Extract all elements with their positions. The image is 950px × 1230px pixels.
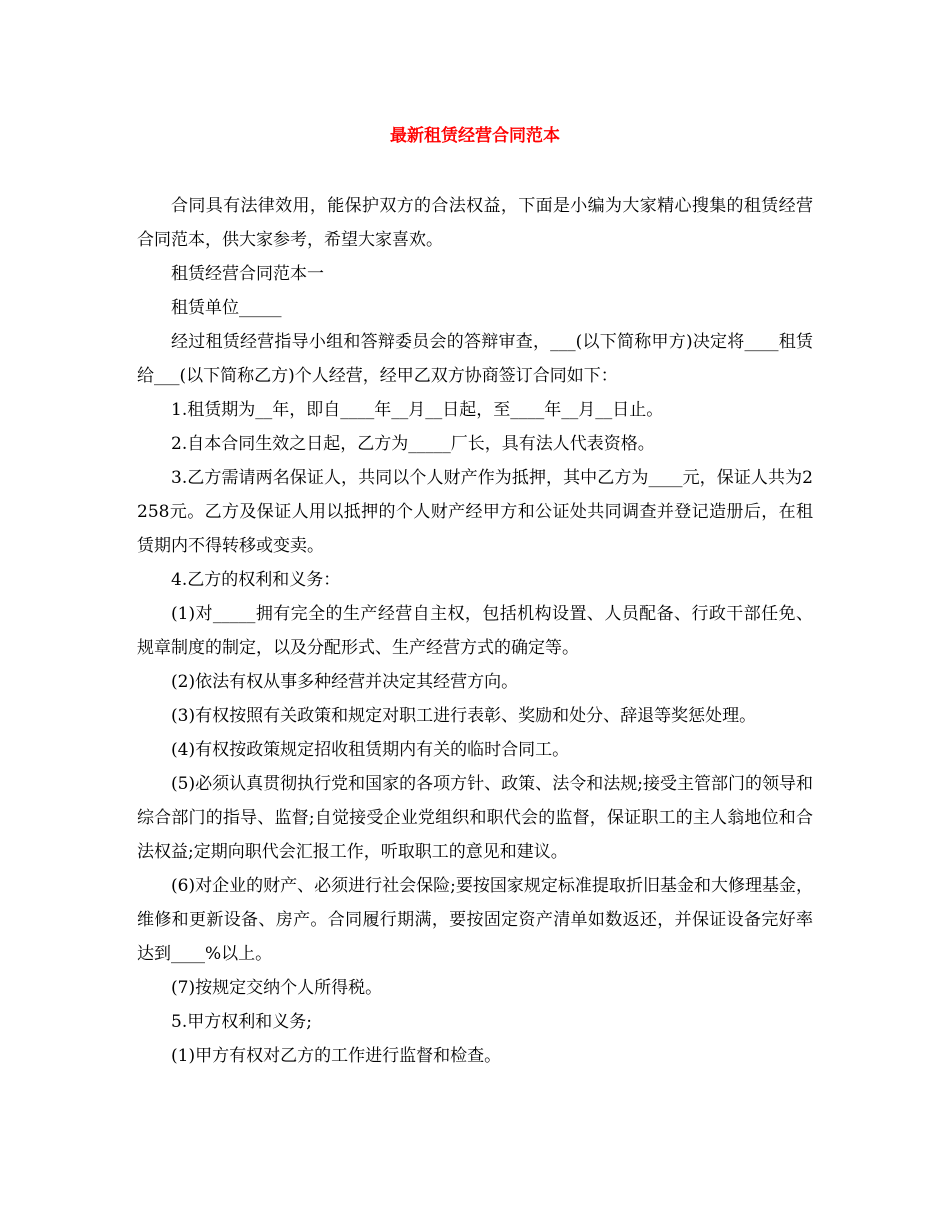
paragraph-clause-4-2: (2)依法有权从事多种经营并决定其经营方向。 (171, 672, 519, 692)
paragraph-clause-4-5: (5)必须认真贯彻执行党和国家的各项方针、政策、法令和法规;接受主管部门的领导和综合部门的指导、监督;自觉接受企业党组织和职代会的监督，保证职工的主人翁地位和合法权益;定期向职代会汇报工作，听取职工的意见和建议。 (137, 774, 813, 862)
paragraph-clause-1: 1.租赁期为__年，即自____年__月__日起，至____年__月__日止。 (171, 400, 664, 420)
paragraph-clause-5: 5.甲方权利和义务; (171, 1012, 312, 1032)
paragraph-intro: 合同具有法律效用，能保护双方的合法权益，下面是小编为大家精心搜集的租赁经营合同范本，供大家参考，希望大家喜欢。 (137, 196, 813, 250)
paragraph-clause-4-1: (1)对_____拥有完全的生产经营自主权，包括机构设置、人员配备、行政干部任免、规章制度的制定，以及分配形式、生产经营方式的确定等。 (137, 604, 813, 658)
paragraph-preamble: 经过租赁经营指导小组和答辩委员会的答辩审查，___(以下简称甲方)决定将____租赁给___(以下简称乙方)个人经营，经甲乙双方协商签订合同如下： (137, 332, 813, 386)
paragraph-clause-4: 4.乙方的权利和义务： (171, 570, 341, 590)
paragraph-clause-4-6: (6)对企业的财产、必须进行社会保险;要按国家规定标准提取折旧基金和大修理基金，维修和更新设备、房产。合同履行期满，要按固定资产清单如数返还，并保证设备完好率达到____%以上。 (137, 876, 813, 964)
paragraph-clause-2: 2.自本合同生效之日起，乙方为_____厂长，具有法人代表资格。 (171, 434, 655, 454)
document-title: 最新租赁经营合同范本 (390, 126, 560, 146)
paragraph-clause-4-7: (7)按规定交纳个人所得税。 (171, 978, 383, 998)
paragraph-clause-5-1: (1)甲方有权对乙方的工作进行监督和检查。 (171, 1046, 502, 1066)
paragraph-clause-4-3: (3)有权按照有关政策和规定对职工进行表彰、奖励和处分、辞退等奖惩处理。 (171, 706, 757, 726)
paragraph-clause-4-4: (4)有权按政策规定招收租赁期内有关的临时合同工。 (171, 740, 570, 760)
paragraph-clause-3: 3.乙方需请两名保证人，共同以个人财产作为抵押，其中乙方为____元，保证人共为2258元。乙方及保证人用以抵押的个人财产经甲方和公证处共同调查并登记造册后，在租赁期内不得转移或变卖。 (137, 468, 813, 556)
paragraph-section-heading: 租赁经营合同范本一 (171, 264, 324, 284)
document-body (137, 189, 813, 1073)
paragraph-lessor-unit: 租赁单位_____ (171, 298, 282, 318)
